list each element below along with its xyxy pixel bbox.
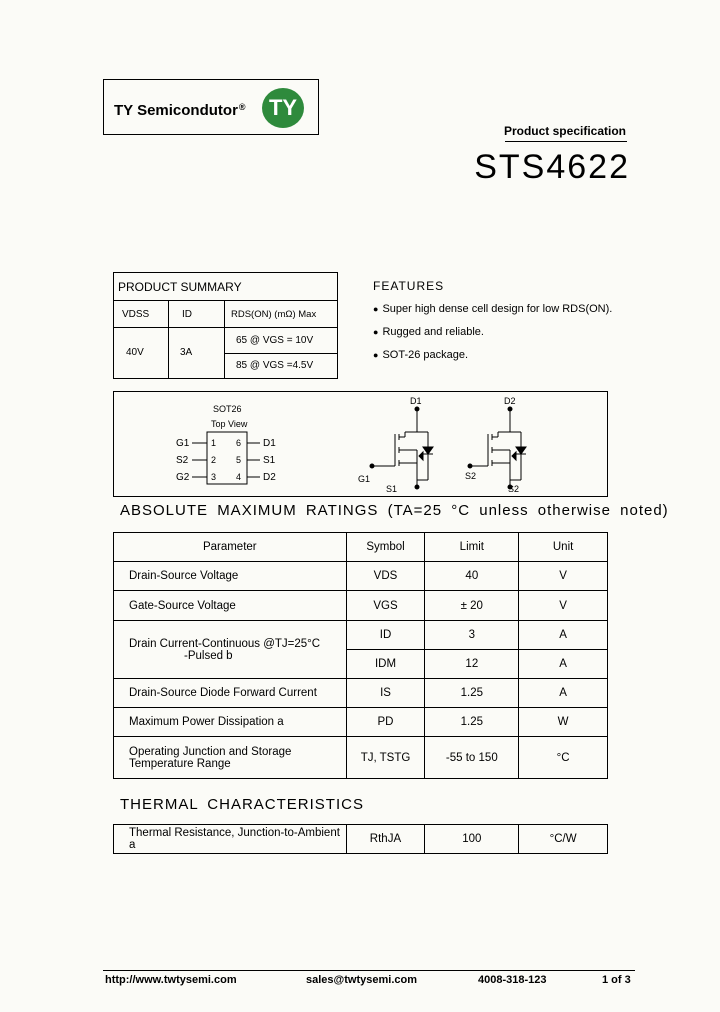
table-row (114, 650, 608, 679)
table-header-row (114, 533, 608, 562)
parameter-cell: Thermal Resistance, Junction-to-Ambient a (114, 825, 347, 854)
ty-logo-badge: TY (262, 88, 304, 128)
feature-item: ● Super high dense cell design for low RDS(ON). (373, 303, 613, 315)
pin-number: 6 (236, 438, 242, 448)
symbol-cell: ID (346, 621, 425, 650)
limit-cell: 100 (425, 825, 519, 854)
product-summary-title: PRODUCT SUMMARY (118, 280, 242, 294)
unit-cell: A (519, 650, 608, 679)
parameter-cell: Drain-Source Voltage (114, 562, 347, 591)
summary-rds-10v: 65 @ VGS = 10V (236, 335, 314, 346)
summary-header-rds: RDS(ON) (mΩ) Max (231, 309, 317, 320)
unit-cell: V (519, 562, 608, 591)
summary-divider (168, 301, 169, 378)
parameter-cell: Drain-Source Diode Forward Current (114, 679, 347, 708)
summary-divider (224, 301, 225, 378)
footer-email-link[interactable]: sales@twtysemi.com (306, 974, 417, 986)
symbol-cell: IS (346, 679, 425, 708)
part-number-title: STS4622 (474, 148, 630, 186)
pinout-schematic-drawing (114, 392, 607, 496)
unit-cell: V (519, 591, 608, 621)
pin-label-right: D1 (263, 438, 276, 449)
fet1-source-label: S1 (386, 484, 398, 494)
footer-divider (103, 970, 635, 971)
unit-cell: A (519, 679, 608, 708)
parameter-cell: Drain Current-Continuous @TJ=25°C (114, 621, 347, 650)
unit-cell: A (519, 621, 608, 650)
symbol-cell: RthJA (346, 825, 425, 854)
package-name: SOT26 (213, 404, 242, 414)
fet1-gate-label: G1 (358, 474, 371, 484)
absolute-maximum-ratings-title: ABSOLUTE MAXIMUM RATINGS (TA=25 °C unless otherwise noted) (120, 502, 669, 519)
footer-phone: 4008-318-123 (478, 974, 547, 986)
parameter-cell: -Pulsed b (114, 650, 347, 679)
pin-number: 2 (211, 455, 217, 465)
pin-label-left: S2 (176, 455, 189, 466)
summary-header-vdss: VDSS (122, 309, 150, 320)
limit-cell: 40 (425, 562, 519, 591)
fet2-drain-label: D2 (504, 396, 516, 406)
thermal-characteristics-title: THERMAL CHARACTERISTICS (120, 796, 364, 813)
product-summary-box (113, 272, 338, 379)
column-header: Limit (425, 533, 519, 562)
bullet-icon: ● (373, 327, 379, 337)
summary-id-value: 3A (180, 347, 193, 358)
pin-number: 3 (211, 472, 217, 482)
table-row (114, 562, 608, 591)
symbol-cell: VDS (346, 562, 425, 591)
pin-label-left: G1 (176, 438, 190, 449)
unit-cell: W (519, 708, 608, 737)
bullet-icon: ● (373, 304, 379, 314)
summary-header-id: ID (182, 309, 192, 320)
fet1-drain-label: D1 (410, 396, 422, 406)
limit-cell: 3 (425, 621, 519, 650)
header-divider (505, 141, 627, 142)
feature-item: ● Rugged and reliable. (373, 326, 484, 338)
table-row (114, 737, 608, 779)
page-number: 1 of 3 (602, 974, 631, 986)
limit-cell: 1.25 (425, 679, 519, 708)
limit-cell: -55 to 150 (425, 737, 519, 779)
features-title: FEATURES (373, 279, 445, 293)
company-name: TY Semicondutor® (114, 102, 246, 119)
pin-number: 1 (211, 438, 217, 448)
column-header: Unit (519, 533, 608, 562)
table-row (114, 708, 608, 737)
thermal-characteristics-table (113, 824, 608, 854)
bullet-icon: ● (373, 350, 379, 360)
summary-divider (114, 327, 337, 328)
footer-website-link[interactable]: http://www.twtysemi.com (105, 974, 237, 986)
package-view: Top View (211, 419, 248, 429)
summary-divider (224, 353, 337, 354)
summary-divider (114, 300, 337, 301)
fet2-gate-label: S2 (465, 471, 477, 481)
mosfet-1-symbol (370, 407, 433, 489)
package-diagram-box (113, 391, 608, 497)
column-header: Parameter (114, 533, 347, 562)
pin-number: 4 (236, 472, 242, 482)
limit-cell: 1.25 (425, 708, 519, 737)
company-logo-box (103, 79, 319, 135)
limit-cell: 12 (425, 650, 519, 679)
fet2-source-label: S2 (508, 484, 520, 494)
column-header: Symbol (346, 533, 425, 562)
symbol-cell: VGS (346, 591, 425, 621)
parameter-cell: Maximum Power Dissipation a (114, 708, 347, 737)
unit-cell: °C/W (519, 825, 608, 854)
summary-vdss-value: 40V (126, 347, 144, 358)
pin-label-right: S1 (263, 455, 276, 466)
limit-cell: ± 20 (425, 591, 519, 621)
table-row (114, 679, 608, 708)
unit-cell: °C (519, 737, 608, 779)
table-row (114, 591, 608, 621)
feature-item: ● SOT-26 package. (373, 349, 469, 361)
absolute-maximum-ratings-table (113, 532, 608, 779)
mosfet-2-symbol (468, 407, 526, 489)
table-row (114, 621, 608, 650)
pin-label-right: D2 (263, 472, 276, 483)
symbol-cell: IDM (346, 650, 425, 679)
summary-rds-4v5: 85 @ VGS =4.5V (236, 360, 314, 371)
symbol-cell: TJ, TSTG (346, 737, 425, 779)
product-specification-label: Product specification (503, 124, 626, 138)
pin-label-left: G2 (176, 472, 190, 483)
pin-number: 5 (236, 455, 242, 465)
symbol-cell: PD (346, 708, 425, 737)
table-row (114, 825, 608, 854)
parameter-cell: Gate-Source Voltage (114, 591, 347, 621)
parameter-cell: Operating Junction and Storage Temperature Range (114, 737, 347, 779)
